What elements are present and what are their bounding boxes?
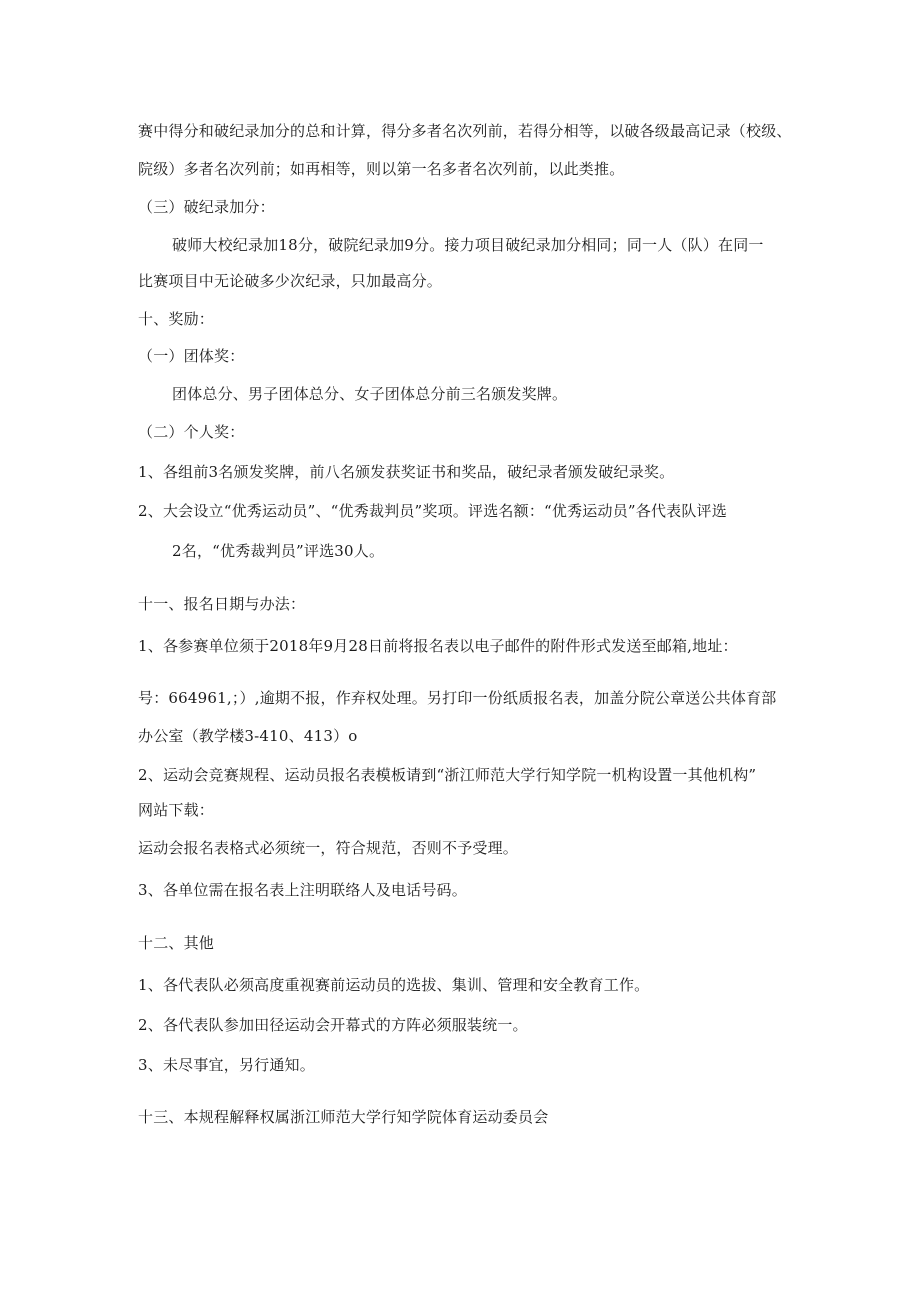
list-item-registration-1-cont: 号：664961,；）,逾期不报，作弃权处理。另打印一份纸质报名表，加盖分院公章送公共体育部: [138, 689, 777, 707]
text-line-scoring-rule-cont: 院级）多者名次列前；如再相等，则以第一名多者名次列前，以此类推。: [138, 160, 625, 178]
heading-awards: 十、奖励：: [138, 310, 215, 328]
heading-interpretation: 十三、本规程解释权属浙江师范大学行知学院体育运动委员会: [138, 1108, 549, 1126]
text-line-format-rule: 运动会报名表格式必须统一，符合规范，否则不予受理。: [138, 839, 519, 857]
list-item-registration-2-cont: 网站下载：: [138, 801, 215, 819]
list-item-registration-1: 1、各参赛单位须于2018年9月28日前将报名表以电子邮件的附件形式发送至邮箱,地址：: [138, 637, 738, 655]
subheading-record-bonus: （三）破纪录加分：: [138, 198, 275, 216]
list-item-other-2: 2、各代表队参加田径运动会开幕式的方阵必须服装统一。: [138, 1016, 528, 1034]
list-item-other-1: 1、各代表队必须高度重视赛前运动员的选拔、集训、管理和安全教育工作。: [138, 976, 650, 994]
list-item-registration-1-cont2: 办公室（教学楼3-410、413）o: [138, 727, 358, 745]
list-item-individual-2: 2、大会设立“优秀运动员”、“优秀裁判员”奖项。评选名额：“优秀运动员”各代表队评选: [138, 502, 727, 520]
subheading-individual-award: （二）个人奖：: [138, 423, 245, 441]
text-line-record-bonus-cont: 比赛项目中无论破多少次纪录，只加最高分。: [138, 272, 443, 290]
text-line-team-award: 团体总分、男子团体总分、女子团体总分前三名颁发奖牌。: [172, 385, 568, 403]
subheading-team-award: （一）团体奖：: [138, 347, 245, 365]
heading-registration: 十一、报名日期与办法：: [138, 595, 306, 613]
heading-other: 十二、其他: [138, 934, 215, 952]
list-item-registration-2: 2、运动会竞赛规程、运动员报名表模板请到“浙江师范大学行知学院一机构设置一其他机构”: [138, 766, 757, 784]
text-line-scoring-rule: 赛中得分和破纪录加分的总和计算，得分多者名次列前，若得分相等，以破各级最高记录（校级、: [138, 122, 792, 140]
list-item-registration-3: 3、各单位需在报名表上注明联络人及电话号码。: [138, 881, 467, 899]
list-item-other-3: 3、未尽事宜，另行通知。: [138, 1056, 315, 1074]
text-line-record-bonus: 破师大校纪录加18分，破院纪录加9分。接力项目破纪录加分相同；同一人（队）在同一: [172, 236, 764, 254]
list-item-individual-1: 1、各组前3名颁发奖牌，前八名颁发获奖证书和奖品，破纪录者颁发破纪录奖。: [138, 463, 675, 481]
list-item-individual-2-cont: 2名，“优秀裁判员”评选30人。: [172, 542, 385, 560]
